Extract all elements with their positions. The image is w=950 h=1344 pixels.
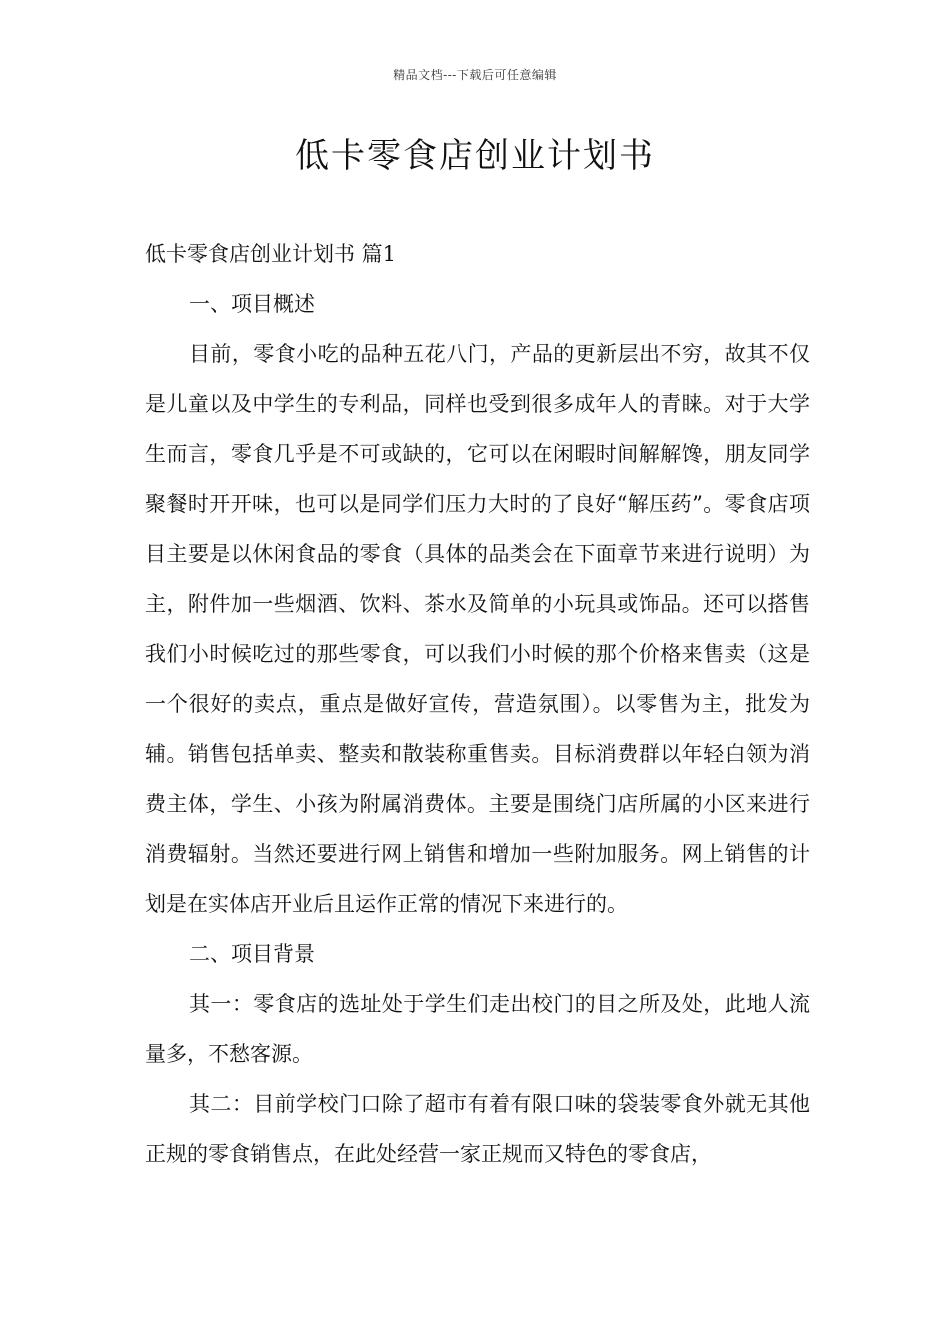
background-paragraph-2: 其二：目前学校门口除了超市有着有限口味的袋装零食外就无其他正规的零食销售点，在此处经营一家正规而又特色的零食店， bbox=[145, 1092, 810, 1166]
header-note: 精品文档---下载后可任意编辑 bbox=[393, 68, 557, 82]
section-heading-background: 二、项目背景 bbox=[189, 942, 315, 966]
background-paragraph-1: 其一：零食店的选址处于学生们走出校门的目之所及处，此地人流量多，不愁客源。 bbox=[145, 992, 810, 1066]
document-body bbox=[145, 229, 810, 1179]
overview-paragraph: 目前，零食小吃的品种五花八门，产品的更新层出不穷，故其不仅是儿童以及中学生的专利品，同样也受到很多成年人的青睐。对于大学生而言，零食几乎是不可或缺的，它可以在闲暇时间解解馋，朋友同学聚餐时开开味，也可以是同学们压力大时的了良好“解压药”。零食店项目主要是以休闲食品的零食（具体的品类会在下面章节来进行说明）为主，附件加一些烟酒、饮料、茶水及简单的小玩具或饰品。还可以搭售我们小时候吃过的那些零食，可以我们小时候的那个价格来售卖（这是一个很好的卖点，重点是做好宣传，营造氛围）。以零售为主，批发为辅。销售包括单卖、整卖和散装称重售卖。目标消费群以年轻白领为消费主体，学生、小孩为附属消费体。主要是围绕门店所属的小区来进行消费辐射。当然还要进行网上销售和增加一些附加服务。网上销售的计划是在实体店开业后且运作正常的情况下来进行的。 bbox=[145, 342, 810, 916]
document-title: 低卡零食店创业计划书 bbox=[295, 136, 655, 176]
document-subtitle: 低卡零食店创业计划书 篇1 bbox=[145, 242, 397, 266]
section-heading-overview: 一、项目概述 bbox=[189, 292, 315, 316]
